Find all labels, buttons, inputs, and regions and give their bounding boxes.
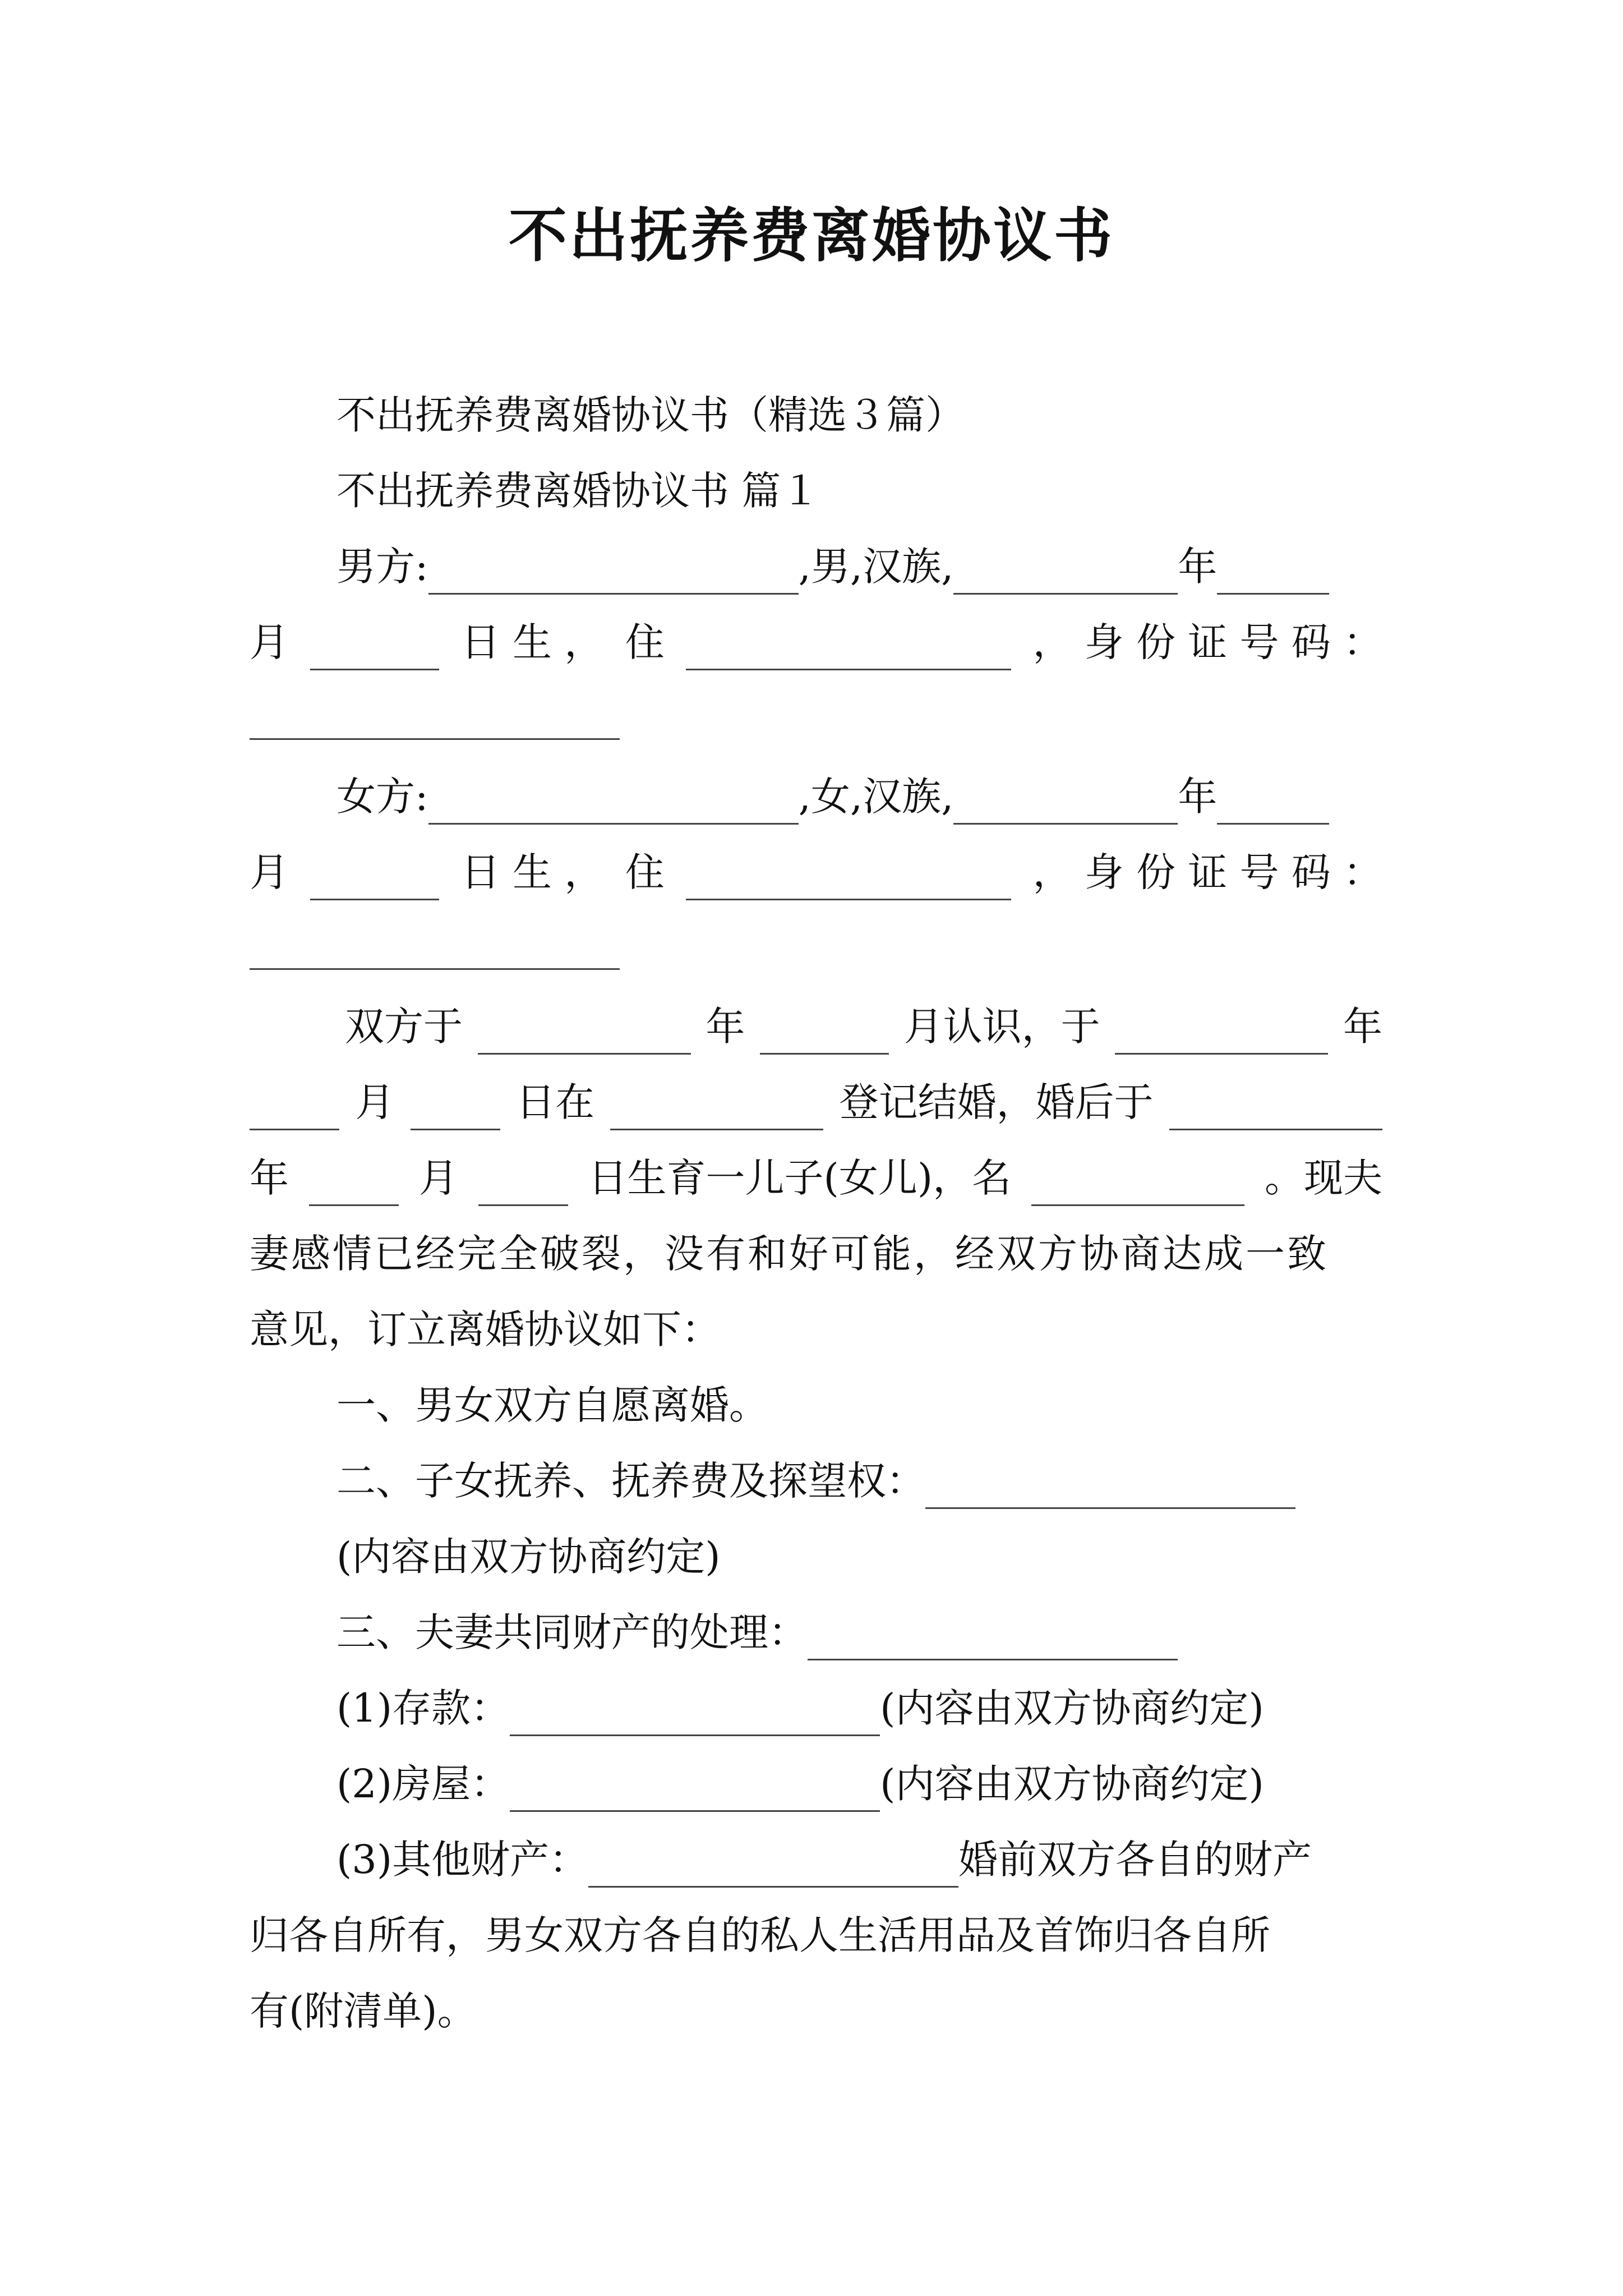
man-month-label: 月 — [250, 619, 289, 665]
man-address-label: 住 — [625, 619, 665, 665]
sub-item-1 — [336, 1680, 1264, 1736]
birth-day-blank — [478, 1162, 568, 1206]
man-gender-ethnicity: ,男,汉族, — [798, 544, 954, 590]
section-heading: 不出抚养费离婚协议书 篇１ — [336, 468, 820, 514]
woman-line-2 — [250, 844, 1382, 900]
woman-address-blank — [686, 856, 1011, 900]
para1-text: 月认识，于 — [903, 1004, 1100, 1050]
document-title: 不出抚养费离婚协议书 — [508, 201, 1114, 270]
man-label: 男方: — [336, 544, 428, 590]
woman-gender-ethnicity: ,女,汉族, — [798, 774, 954, 820]
para1-text: 年 — [250, 1155, 289, 1201]
man-id-blank — [250, 738, 620, 740]
sub-item-2-label: (2)房屋： — [336, 1761, 510, 1807]
para1-text: 月 — [418, 1155, 458, 1201]
woman-year-label: 年 — [1178, 774, 1218, 820]
sub-item-2 — [336, 1756, 1264, 1812]
meet-year-blank — [478, 1010, 691, 1055]
item-3-label: 三、夫妻共同财产的处理： — [336, 1609, 808, 1655]
item-2 — [336, 1453, 1295, 1509]
sub-item-3-text: 婚前双方各自的财产 — [958, 1837, 1312, 1883]
sub-item-3-line-3: 有(附清单)。 — [250, 1988, 477, 2034]
sub-item-1-label: (1)存款： — [336, 1685, 510, 1731]
man-month-blank — [1217, 550, 1329, 595]
other-property-blank — [588, 1843, 958, 1888]
para1-line-1 — [345, 999, 1382, 1055]
woman-month-blank — [1217, 780, 1329, 825]
sub-item-3-line-2: 归各自所有，男女双方各自的私人生活用品及首饰归各自所 — [250, 1912, 1270, 1958]
man-day-blank — [310, 626, 439, 670]
woman-name-blank — [428, 780, 799, 825]
item-2-note: (内容由双方协商约定) — [336, 1534, 721, 1580]
item-1: 一、男女双方自愿离婚。 — [336, 1382, 768, 1428]
sub-item-3 — [336, 1832, 1312, 1888]
woman-day-blank — [310, 856, 439, 900]
para1-text: 登记结婚，婚后于 — [839, 1079, 1154, 1125]
para1-text: 年 — [706, 1004, 745, 1050]
para1-line-2 — [250, 1074, 1382, 1130]
woman-id-label: ， 身 份 证 号 码 ： — [1032, 849, 1382, 895]
man-year-label: 年 — [1178, 544, 1218, 590]
man-address-blank — [686, 626, 1011, 670]
marry-day-blank — [411, 1086, 500, 1130]
subtitle: 不出抚养费离婚协议书（精选３篇） — [336, 392, 965, 438]
woman-id-blank — [250, 968, 620, 970]
man-id-label: ， 身 份 证 号 码 ： — [1032, 619, 1382, 665]
sub-item-1-note: (内容由双方协商约定) — [880, 1685, 1264, 1731]
woman-year-blank — [953, 780, 1178, 825]
man-day-label: 日 生 ， — [460, 619, 604, 665]
woman-address-label: 住 — [625, 849, 665, 895]
man-line-1 — [336, 539, 1329, 595]
birth-month-blank — [309, 1162, 399, 1206]
item-2-label: 二、子女抚养、抚养费及探望权： — [336, 1458, 925, 1504]
child-name-blank — [1031, 1162, 1244, 1206]
para1-line-4: 妻感情已经完全破裂，没有和好可能，经双方协商达成一致 — [250, 1231, 1329, 1277]
item-3 — [336, 1604, 1178, 1660]
woman-line-1 — [336, 769, 1329, 825]
man-year-blank — [953, 550, 1178, 595]
deposit-blank — [510, 1692, 880, 1736]
woman-month-label: 月 — [250, 849, 289, 895]
para1-line-3 — [250, 1150, 1382, 1206]
para1-text: 。现夫 — [1264, 1155, 1382, 1201]
man-line-2 — [250, 614, 1382, 670]
marry-place-blank — [610, 1086, 823, 1130]
marry-month-blank — [250, 1086, 339, 1130]
para1-text: 日在 — [515, 1079, 594, 1125]
house-blank — [510, 1768, 880, 1812]
man-name-blank — [428, 550, 799, 595]
sub-item-3-label: (3)其他财产： — [336, 1837, 589, 1883]
para1-text: 年 — [1343, 1004, 1382, 1050]
para1-text: 双方于 — [345, 1004, 463, 1050]
woman-label: 女方: — [336, 774, 428, 820]
para1-text: 月 — [355, 1079, 395, 1125]
marry-year-blank — [1115, 1010, 1328, 1055]
birth-year-blank — [1169, 1086, 1382, 1130]
item-3-blank — [808, 1616, 1178, 1660]
para1-text: 日生育一儿子(女儿)，名 — [588, 1155, 1012, 1201]
para1-line-5: 意见，订立离婚协议如下： — [250, 1306, 721, 1352]
item-2-blank — [925, 1465, 1295, 1509]
sub-item-2-note: (内容由双方协商约定) — [880, 1761, 1264, 1807]
meet-month-blank — [760, 1010, 889, 1055]
woman-day-label: 日 生 ， — [460, 849, 604, 895]
